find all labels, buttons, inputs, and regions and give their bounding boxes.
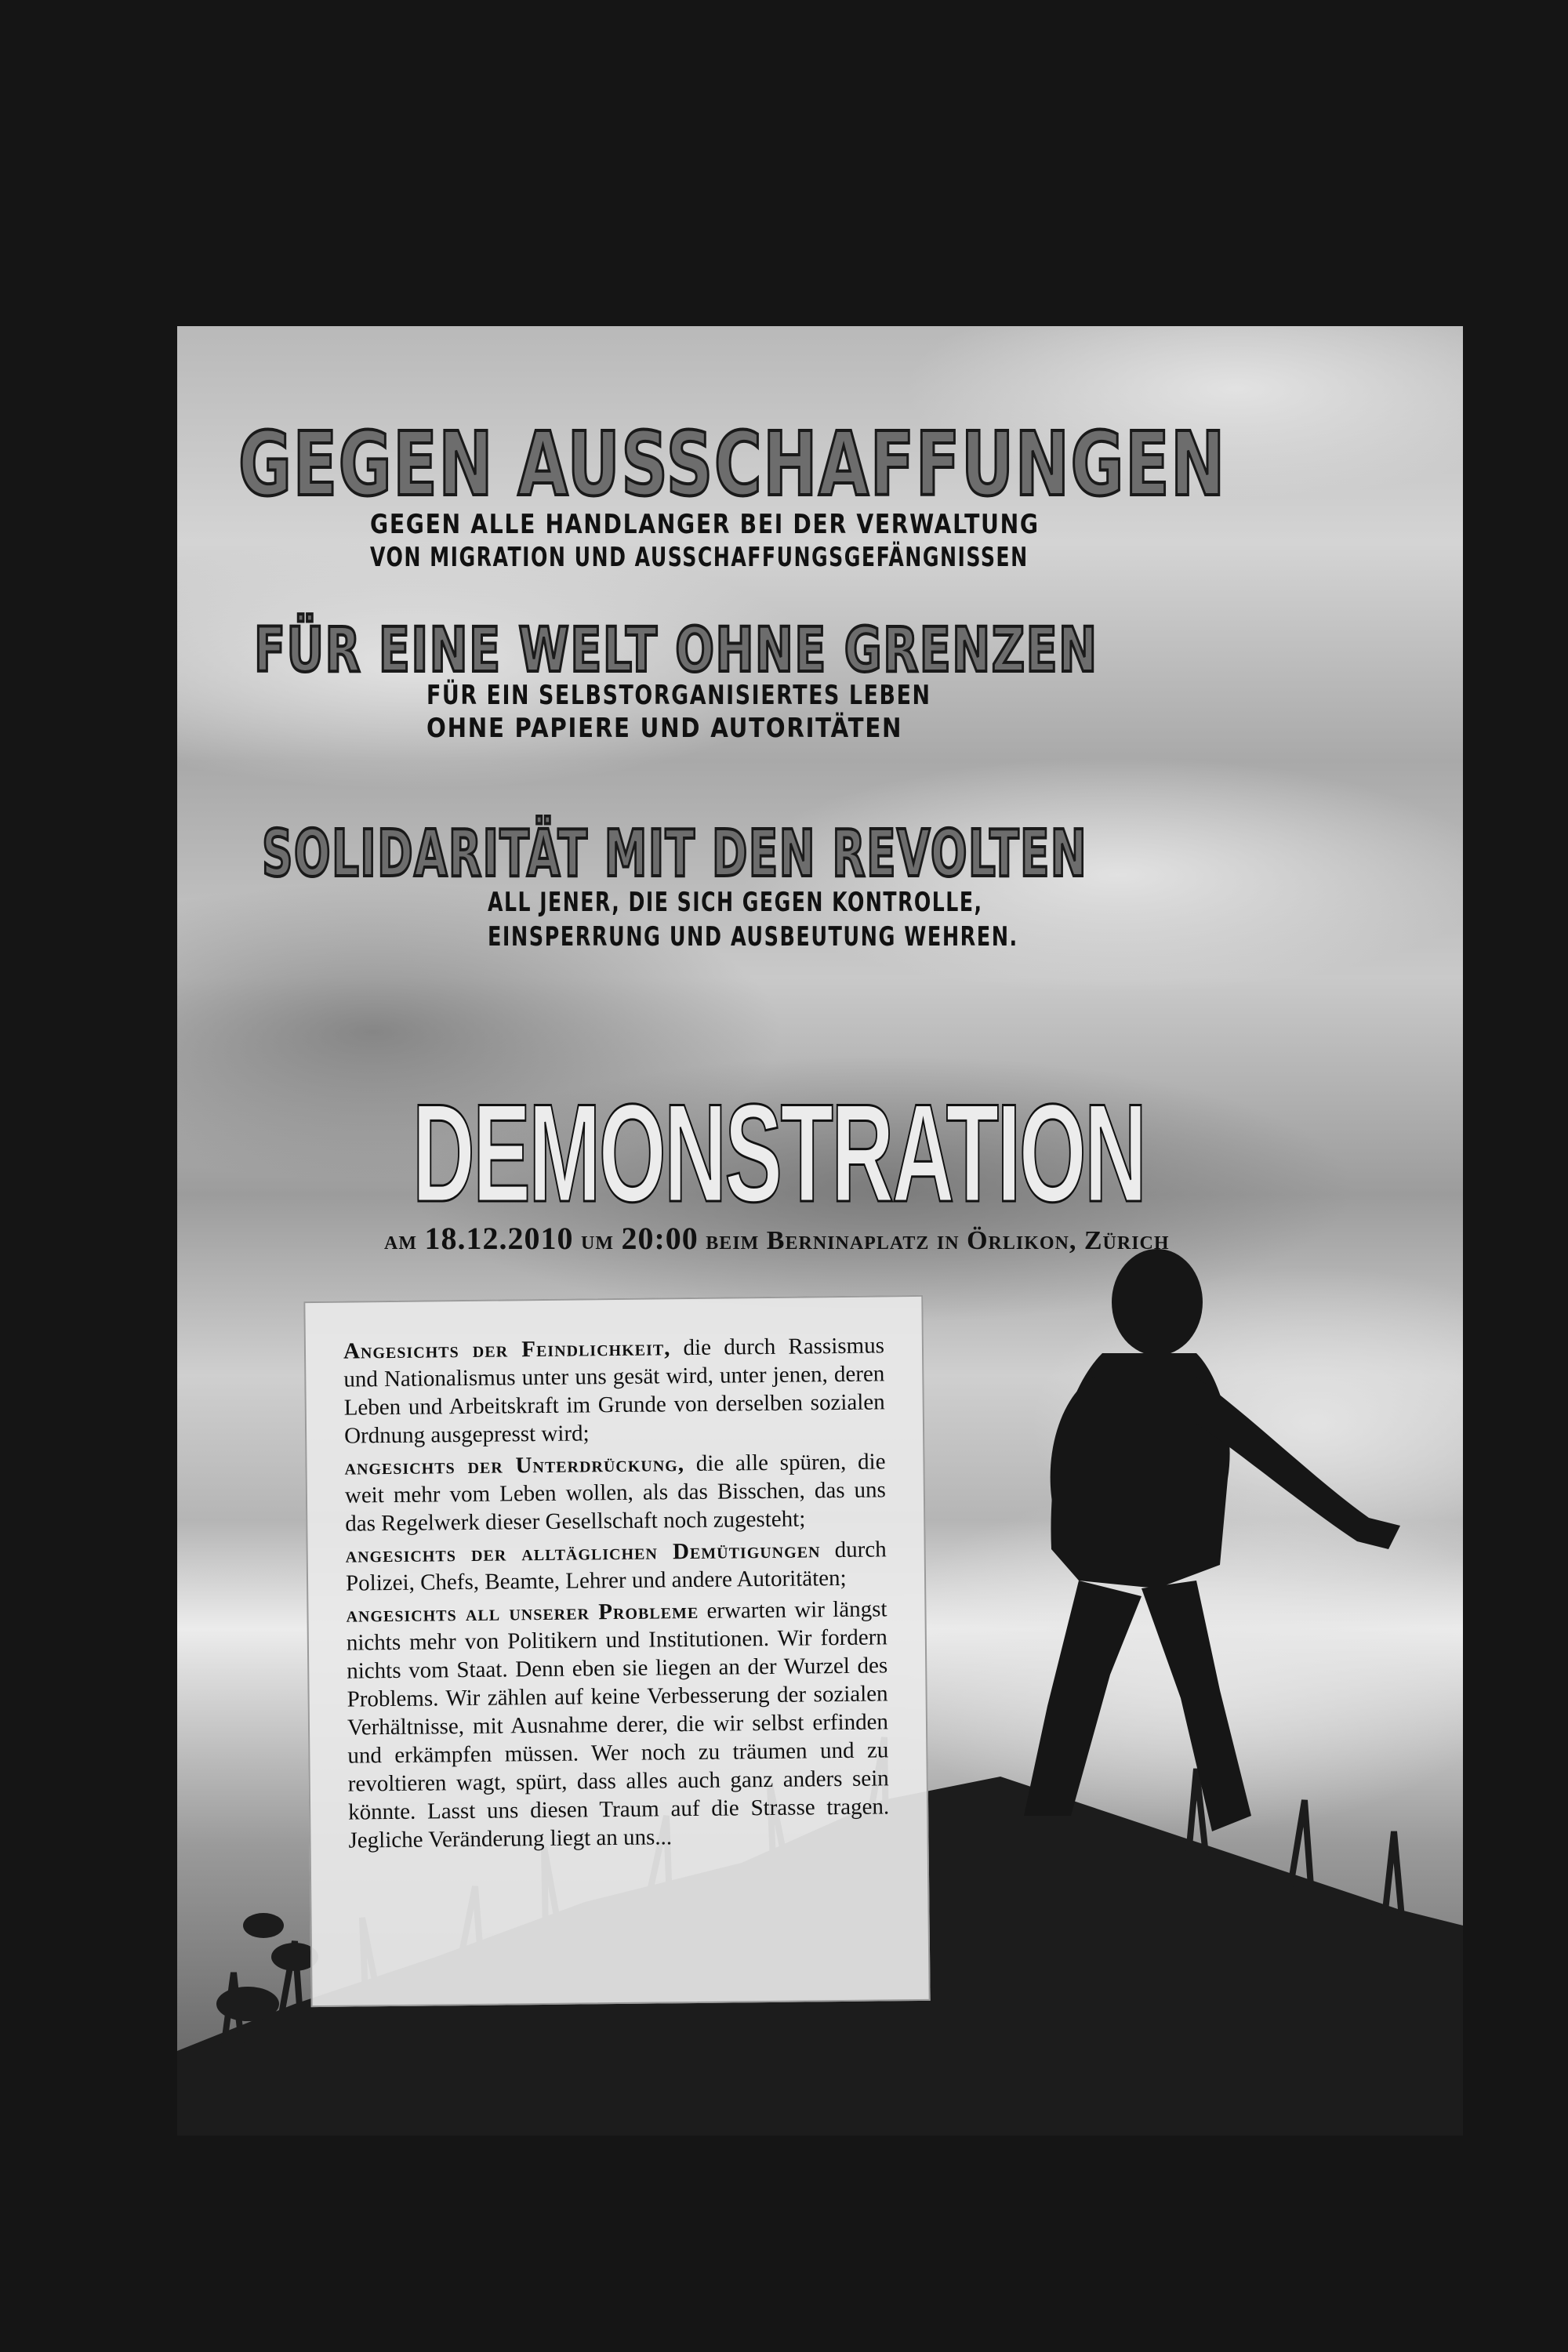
paragraph-body: die durch Rassismus und Nationalismus unter uns gesät wird, unter jenen, deren Leben und Arbeitskraft im Grunde von derselben sozialen Ordnung ausgepresst wird;	[343, 1333, 885, 1449]
event-details	[384, 1220, 1170, 1257]
paragraph-body: die alle spüren, die weit mehr vom Leben wollen, als das Bisschen, das uns das Regelwerk dieser Gesellschaft noch zugesteht;	[344, 1449, 887, 1537]
demonstration-title: DEMONSTRATION	[412, 1075, 1145, 1231]
poster	[177, 326, 1463, 2136]
event-prefix-date: am	[384, 1226, 417, 1255]
headline-2-title: FÜR EINE WELT OHNE GRENZEN	[254, 615, 1098, 686]
event-date: 18.12.2010	[424, 1221, 574, 1256]
manifesto-paragraph	[343, 1331, 885, 1450]
headline-1-line-1: GEGEN ALLE HANDLANGER BEI DER VERWALTUNG	[370, 509, 1040, 540]
headline-2-line-1: FÜR EIN SELBSTORGANISIERTES LEBEN	[426, 680, 931, 711]
manifesto-textbox	[303, 1295, 930, 2007]
paragraph-body: erwarten wir längst nichts mehr von Politikern und Institutionen. Wir fordern nichts vom Staat. Denn eben sie liegen an der Wurzel des Problems. Wir zählen auf keine Verbesserung der sozialen Verhältnisse, mit Ausnahme derer, die wir selbst erfinden und erkämpfen müssen. Wer noch zu träumen und zu revoltieren wagt, spürt, dass alles auch ganz anders sein könnte. Lasst uns diesen Traum auf die Strasse tragen. Jegliche Veränderung liegt an uns...	[346, 1596, 890, 1853]
manifesto-paragraph	[344, 1447, 886, 1537]
paragraph-body: durch Polizei, Chefs, Beamte, Lehrer und andere Autoritäten;	[345, 1537, 887, 1596]
event-time: 20:00	[621, 1221, 699, 1256]
paragraph-lead: angesichts der alltäglichen Demütigungen	[345, 1537, 821, 1568]
headline-1-line-2: VON MIGRATION UND AUSSCHAFFUNGSGEFÄNGNISSEN	[370, 542, 1029, 573]
event-place: beim Berninaplatz in Örlikon, Zürich	[706, 1226, 1170, 1255]
manifesto-paragraph	[346, 1595, 889, 1854]
headline-1-title: GEGEN AUSSCHAFFUNGEN	[238, 414, 1226, 516]
paragraph-lead: angesichts der Unterdrückung,	[344, 1451, 685, 1480]
headline-3-title: SOLIDARITÄT MIT DEN REVOLTEN	[262, 817, 1088, 891]
event-prefix-time: um	[580, 1226, 614, 1255]
paragraph-lead: Angesichts der Feindlichkeit,	[343, 1335, 671, 1364]
paragraph-lead: angesichts all unserer Probleme	[346, 1598, 699, 1628]
headline-3-line-2: EINSPERRUNG UND AUSBEUTUNG WEHREN.	[488, 921, 1018, 953]
manifesto-paragraph	[346, 1535, 887, 1597]
headline-2-line-2: OHNE PAPIERE UND AUTORITÄTEN	[426, 713, 903, 744]
headline-3-line-1: ALL JENER, DIE SICH GEGEN KONTROLLE,	[488, 887, 983, 918]
